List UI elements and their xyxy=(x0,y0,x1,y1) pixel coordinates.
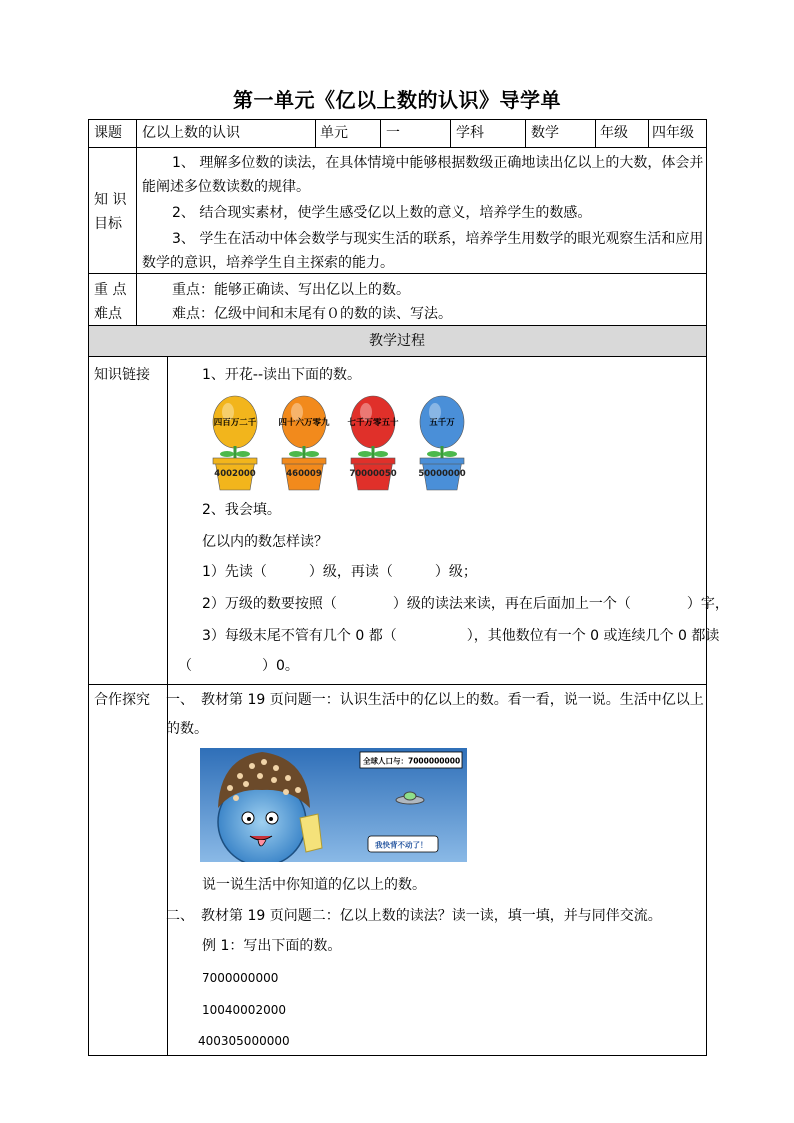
goal-item-3a: 3、 学生在活动中体会数学与现实生活的联系，培养学生用数学的眼光观察生活和应用 xyxy=(172,231,704,247)
explore-item1a: 一、 教材第 19 页问题一：认识生活中的亿以上的数。看一看，说一说。生活中亿以上 xyxy=(166,692,704,708)
flower-4 xyxy=(418,396,465,490)
unit-value: 一 xyxy=(386,125,400,141)
goal-item-3b: 数学的意识，培养学生自主探索的能力。 xyxy=(142,255,394,271)
number-2: 10040002000 xyxy=(202,1003,286,1017)
explore-say: 说一说生活中你知道的亿以上的数。 xyxy=(202,877,426,893)
fill-2: 2）万级的数要按照（ ）级的读法来读，再在后面加上一个（ ）字， xyxy=(202,596,729,612)
keypoints-label-2: 难点 xyxy=(94,306,122,322)
link-q2-sub: 亿以内的数怎样读？ xyxy=(202,534,328,550)
goal-item-1a: 1、 理解多位数的读法，在具体情境中能够根据数级正确地读出亿以上的大数，体会并 xyxy=(172,155,704,171)
flower-number: 460009 xyxy=(286,469,322,479)
flower-number: 50000000 xyxy=(418,469,466,479)
flower-word: 四百万二千 xyxy=(213,418,257,428)
number-3: 400305000000 xyxy=(198,1034,290,1048)
earth-population-image xyxy=(200,748,467,862)
grade-value: 四年级 xyxy=(652,125,694,141)
flower-word: 七千万零五十 xyxy=(347,418,399,428)
unit-label: 单元 xyxy=(320,125,348,141)
process-header: 教学过程 xyxy=(369,333,425,349)
flower-word: 五千万 xyxy=(429,418,455,428)
flower-3 xyxy=(347,396,399,490)
link-label: 知识链接 xyxy=(94,367,150,383)
goal-item-1b: 能阐述多位数读数的规律。 xyxy=(142,179,310,195)
population-bubble-text: 全球人口与：7000000000 xyxy=(363,756,461,766)
link-q2: 2、我会填。 xyxy=(202,502,281,518)
subject-value: 数学 xyxy=(531,125,559,141)
flower-number: 4002000 xyxy=(214,469,256,479)
flower-number: 70000050 xyxy=(349,469,397,479)
explore-item2: 二、 教材第 19 页问题二：亿以上数的读法？读一读，填一填，并与同伴交流。 xyxy=(166,908,662,924)
explore-label: 合作探究 xyxy=(94,692,150,708)
link-q1: 1、开花--读出下面的数。 xyxy=(202,367,362,383)
keypoints-label-1: 重 点 xyxy=(94,282,127,298)
fill-3a: 3）每级末尾不管有几个 0 都（ ），其他数位有一个 0 或连续几个 0 都读 xyxy=(202,628,720,644)
explore-item1b: 的数。 xyxy=(166,721,208,737)
earth-speech-text: 我快背不动了！ xyxy=(375,840,428,850)
page-title: 第一单元《亿以上数的认识》导学单 xyxy=(233,88,561,112)
subject-label: 学科 xyxy=(456,125,484,141)
flowers-image xyxy=(200,392,480,496)
goals-label-2: 目标 xyxy=(94,216,122,232)
example-1: 例 1：写出下面的数。 xyxy=(202,938,342,954)
grade-label: 年级 xyxy=(600,125,628,141)
topic-value: 亿以上数的认识 xyxy=(142,125,240,141)
topic-label: 课题 xyxy=(94,125,122,141)
fill-3b: （ ）0。 xyxy=(178,658,299,674)
flower-2 xyxy=(278,396,330,490)
flower-1 xyxy=(213,396,257,490)
goal-item-2: 2、 结合现实素材，使学生感受亿以上数的意义，培养学生的数感。 xyxy=(172,205,592,221)
number-1: 7000000000 xyxy=(202,971,279,985)
goals-label-1: 知 识 xyxy=(94,192,127,208)
difficult-point-text: 难点：亿级中间和末尾有０的数的读、写法。 xyxy=(172,306,452,322)
flower-word: 四十六万零九 xyxy=(278,418,330,428)
key-point-text: 重点：能够正确读、写出亿以上的数。 xyxy=(172,282,410,298)
fill-1: 1）先读（ ）级，再读（ ）级； xyxy=(202,564,477,580)
